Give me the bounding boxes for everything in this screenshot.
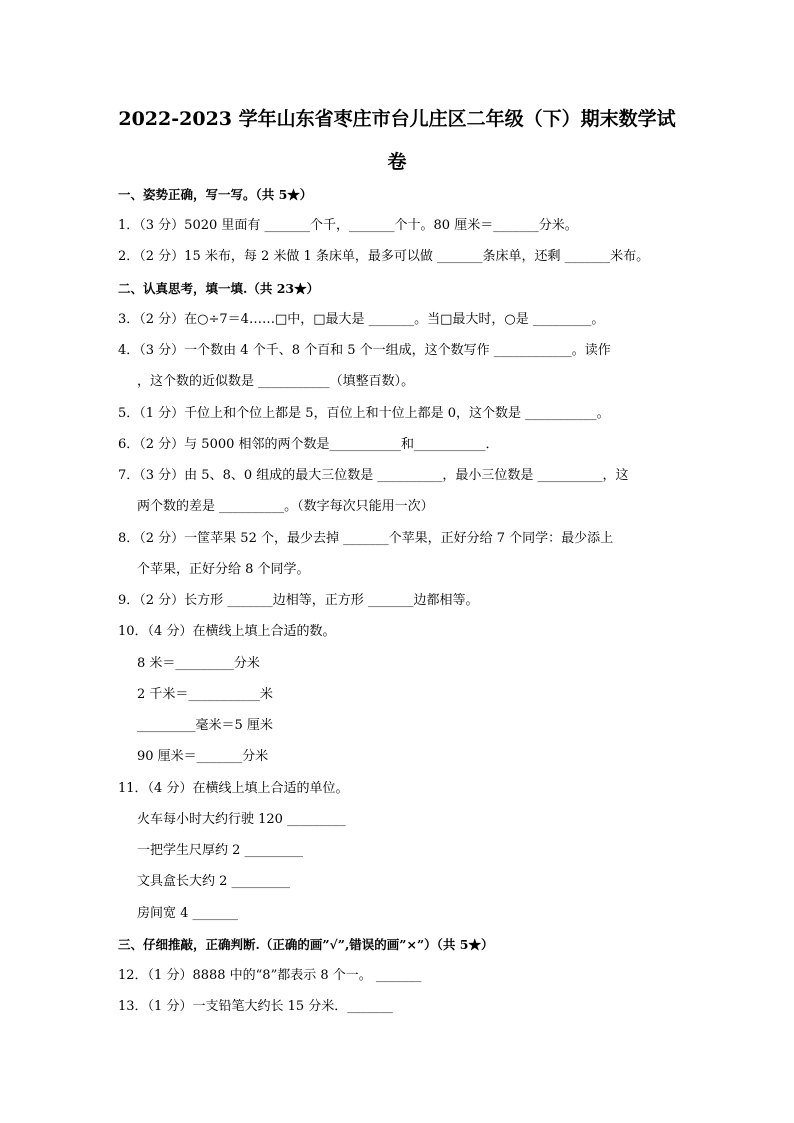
question-4-continued: ，这个数的近似数是 ___________（填整百数）。 [137, 374, 415, 389]
question-11: 11．（4 分）在横线上填上合适的单位。 [118, 781, 349, 796]
exam-title-line-1: 2022-2023 学年山东省枣庄市台儿庄区二年级（下）期末数学试 [118, 108, 676, 130]
question-2: 2．（2 分）15 米布，每 2 米做 1 条床单，最多可以做 _______条床单，还剩 _______米布。 [118, 249, 650, 264]
question-1: 1．（3 分）5020 里面有 _______个千，_______个十。80 厘米＝_______分米。 [118, 218, 578, 233]
question-3: 3．（2 分）在○÷7＝4……□中，□最大是 _______。当□最大时，○是 _________。 [118, 312, 605, 327]
question-9: 9．（2 分）长方形 _______边相等，正方形 _______边都相等。 [118, 593, 479, 608]
question-8-continued: 个苹果，正好分给 8 个同学。 [137, 562, 310, 577]
section-heading-1: 一、姿势正确，写一写。（共 5★） [118, 187, 313, 202]
question-7: 7．（3 分）由 5、8、0 组成的最大三位数是 __________，最小三位数是 __________，这 [118, 468, 629, 483]
section-heading-2: 二、认真思考，填一填.（共 23★） [118, 281, 320, 296]
question-10: 10．（4 分）在横线上填上合适的数。 [118, 624, 336, 639]
question-11-item-1: 火车每小时大约行驶 120 _________ [137, 812, 346, 827]
question-10-item-4: 90 厘米＝_______分米 [137, 749, 269, 764]
question-5: 5．（1 分）千位上和个位上都是 5，百位上和十位上都是 0，这个数是 ___________。 [118, 406, 610, 421]
question-10-item-1: 8 米＝_________分米 [137, 656, 260, 671]
question-10-item-3: _________毫米＝5 厘米 [137, 718, 273, 733]
question-11-item-3: 文具盒长大约 2 _________ [137, 874, 291, 889]
question-13: 13．（1 分）一支铅笔大约长 15 分米．_______ [118, 999, 393, 1014]
question-6: 6．（2 分）与 5000 相邻的两个数是___________和___________． [118, 437, 499, 452]
section-heading-3: 三、仔细推敲，正确判断.（正确的画”√”,错误的画”×”）（共 5★） [118, 937, 494, 952]
question-12: 12．（1 分）8888 中的“8”都表示 8 个一。 _______ [118, 968, 422, 983]
question-4: 4．（3 分）一个数由 4 个千、8 个百和 5 个一组成，这个数写作 ____________。读作 [118, 343, 611, 358]
question-11-item-4: 房间宽 4 _______ [137, 906, 239, 921]
question-7-continued: 两个数的差是 __________。（数字每次只能用一次） [137, 499, 434, 514]
question-11-item-2: 一把学生尺厚约 2 _________ [137, 843, 304, 858]
question-8: 8．（2 分）一筐苹果 52 个，最少去掉 _______个苹果，正好分给 7 个同学：最少添上 [118, 531, 614, 546]
question-10-item-2: 2 千米＝___________米 [137, 687, 273, 702]
exam-title-line-2: 卷 [387, 151, 407, 173]
